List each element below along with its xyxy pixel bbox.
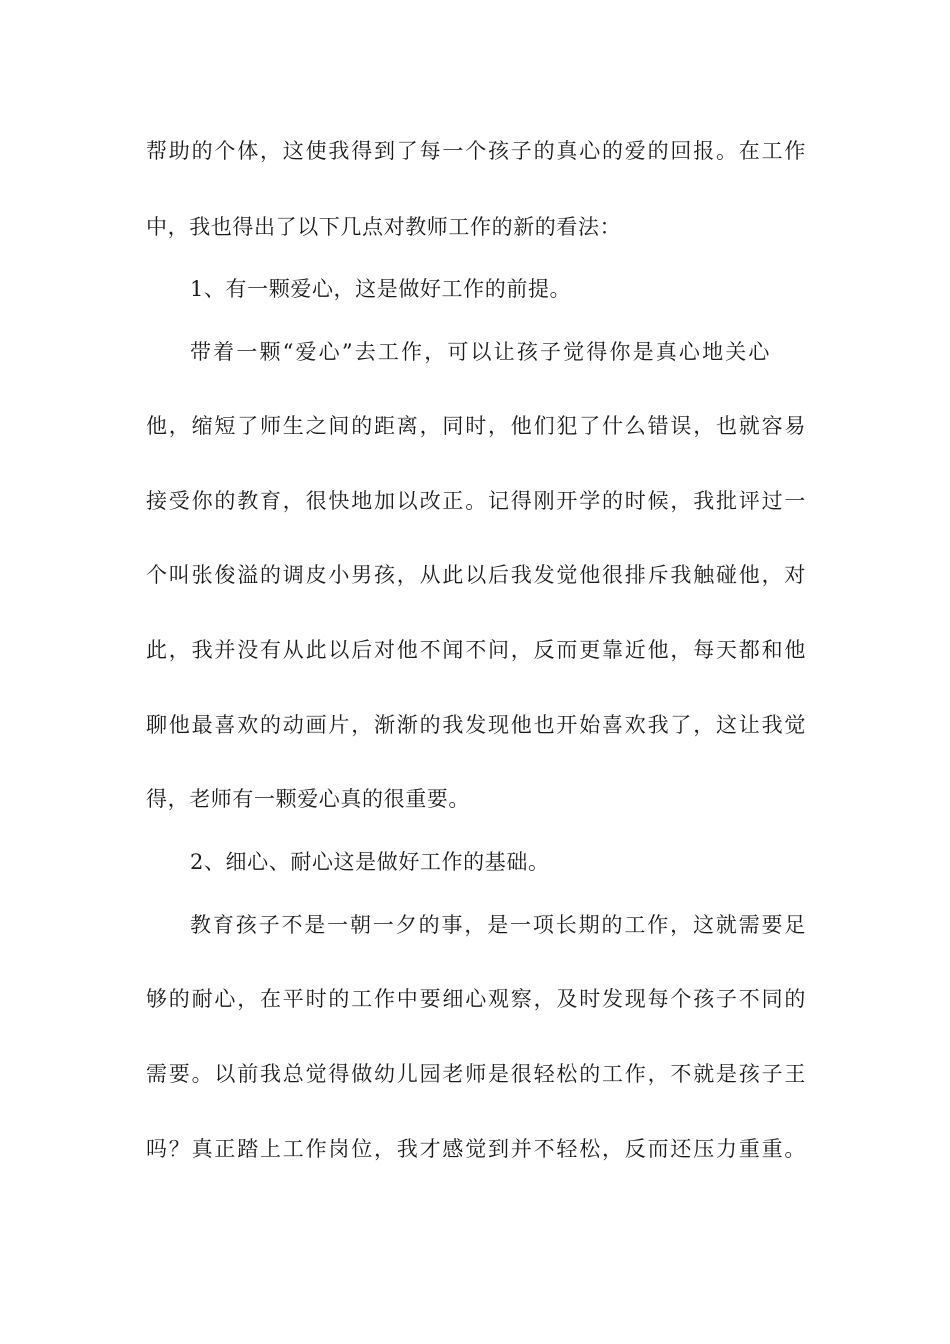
paragraph-line-1: 帮助的个体，这使我得到了每一个孩子的真心的爱的回报。在工作 bbox=[146, 139, 806, 163]
paragraph-line-2: 中，我也得出了以下几点对教师工作的新的看法： bbox=[146, 215, 622, 239]
paragraph-line-3: 带着一颗“爱心”去工作，可以让孩子觉得你是真心地关心 bbox=[190, 340, 770, 364]
paragraph-line-13: 吗？真正踏上工作岗位，我才感觉到并不轻松，反而还压力重重。 bbox=[146, 1137, 806, 1161]
paragraph-line-6: 个叫张俊溢的调皮小男孩，从此以后我发觉他很排斥我触碰他，对 bbox=[146, 563, 806, 587]
paragraph-line-5: 接受你的教育，很快地加以改正。记得刚开学的时候，我批评过一 bbox=[146, 489, 806, 513]
paragraph-line-7: 此，我并没有从此以后对他不闻不问，反而更靠近他，每天都和他 bbox=[146, 638, 806, 662]
section-heading-2: 2、细心、耐心这是做好工作的基础。 bbox=[190, 850, 550, 874]
section-heading-1: 1、有一颗爱心，这是做好工作的前提。 bbox=[190, 277, 572, 301]
paragraph-line-11: 够的耐心，在平时的工作中要细心观察，及时发现每个孩子不同的 bbox=[146, 987, 806, 1011]
paragraph-line-8: 聊他最喜欢的动画片，渐渐的我发现他也开始喜欢我了，这让我觉 bbox=[146, 713, 806, 737]
paragraph-line-4: 他，缩短了师生之间的距离，同时，他们犯了什么错误，也就容易 bbox=[146, 414, 806, 438]
paragraph-line-10: 教育孩子不是一朝一夕的事，是一项长期的工作，这就需要足 bbox=[190, 913, 806, 937]
paragraph-line-12: 需要。以前我总觉得做幼儿园老师是很轻松的工作，不就是孩子王 bbox=[146, 1062, 806, 1086]
paragraph-line-9: 得，老师有一颗爱心真的很重要。 bbox=[146, 787, 470, 811]
